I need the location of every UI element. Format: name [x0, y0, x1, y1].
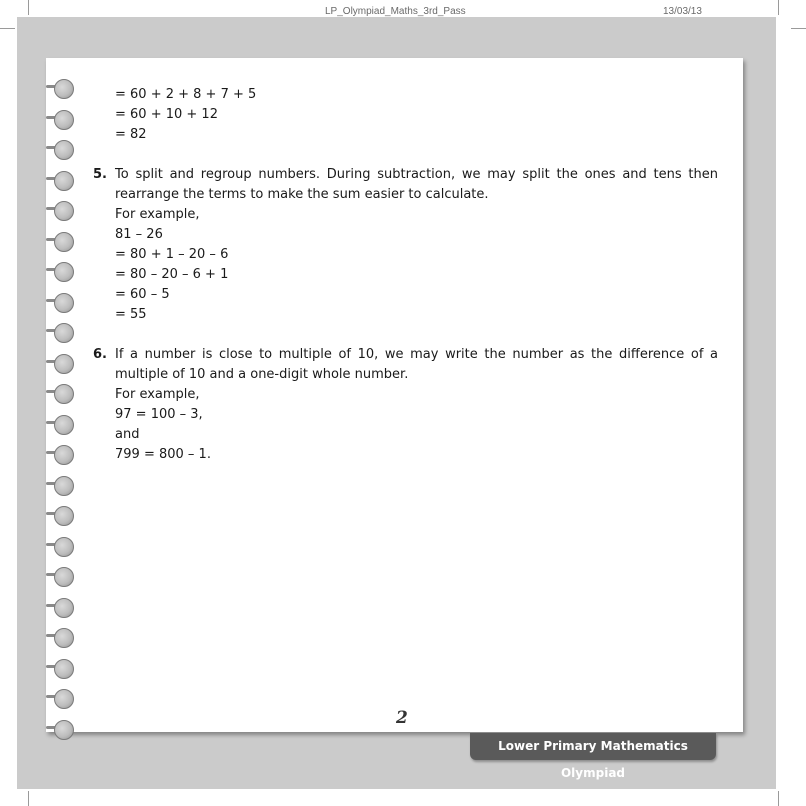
equation-line: 81 – 26 [115, 227, 163, 242]
spiral-ring-icon [54, 567, 76, 589]
equation-line: 97 = 100 – 3, [115, 407, 203, 422]
crop-mark [778, 791, 779, 806]
spiral-ring-icon [54, 445, 76, 467]
equation-line: = 60 + 10 + 12 [115, 107, 218, 122]
equation-line: = 82 [115, 127, 147, 142]
crop-mark [791, 28, 806, 29]
spiral-ring-icon [54, 659, 76, 681]
crop-mark [0, 28, 15, 29]
item-text: If a number is close to multiple of 10, we may write the number as the difference of a multiple of 10 and a one-digit whole number. [115, 347, 718, 382]
spiral-ring-icon [54, 232, 76, 254]
spiral-ring-icon [54, 476, 76, 498]
page-content [93, 85, 718, 465]
spiral-ring-icon [54, 384, 76, 406]
list-item-6 [93, 345, 718, 385]
spiral-ring-icon [54, 720, 76, 742]
spiral-ring-icon [54, 323, 76, 345]
crop-mark [28, 791, 29, 806]
crop-mark [778, 0, 779, 15]
spiral-ring-icon [54, 171, 76, 193]
item-number: 5. [93, 167, 107, 182]
equation-line: = 55 [115, 307, 147, 322]
item-text: To split and regroup numbers. During subtraction, we may split the ones and tens then rearrange the terms to make the sum easier to calculate. [115, 167, 718, 202]
spiral-ring-icon [54, 415, 76, 437]
spiral-ring-icon [54, 79, 76, 101]
equation-line: = 80 – 20 – 6 + 1 [115, 267, 229, 282]
equation-line: = 80 + 1 – 20 – 6 [115, 247, 229, 262]
equation-line: 799 = 800 – 1. [115, 447, 211, 462]
equation-line: = 60 – 5 [115, 287, 170, 302]
spiral-ring-icon [54, 262, 76, 284]
page-number: 2 [396, 708, 408, 728]
spiral-ring-icon [54, 537, 76, 559]
spiral-ring-icon [54, 506, 76, 528]
equation-line: = 60 + 2 + 8 + 7 + 5 [115, 87, 257, 102]
print-filename: LP_Olympiad_Maths_3rd_Pass [325, 6, 466, 17]
spiral-ring-icon [54, 598, 76, 620]
example-line: For example, [115, 387, 200, 402]
footer-book-title: Lower Primary Mathematics Olympiad [470, 733, 716, 760]
spiral-ring-icon [54, 354, 76, 376]
list-item-5 [93, 165, 718, 205]
print-date: 13/03/13 [663, 6, 702, 17]
spiral-ring-icon [54, 293, 76, 315]
item-number: 6. [93, 347, 107, 362]
spiral-ring-icon [54, 110, 76, 132]
example-line: For example, [115, 207, 200, 222]
spiral-ring-icon [54, 201, 76, 223]
example-line: and [115, 427, 140, 442]
crop-mark [28, 0, 29, 15]
spiral-ring-icon [54, 689, 76, 711]
spiral-ring-icon [54, 140, 76, 162]
spiral-ring-icon [54, 628, 76, 650]
